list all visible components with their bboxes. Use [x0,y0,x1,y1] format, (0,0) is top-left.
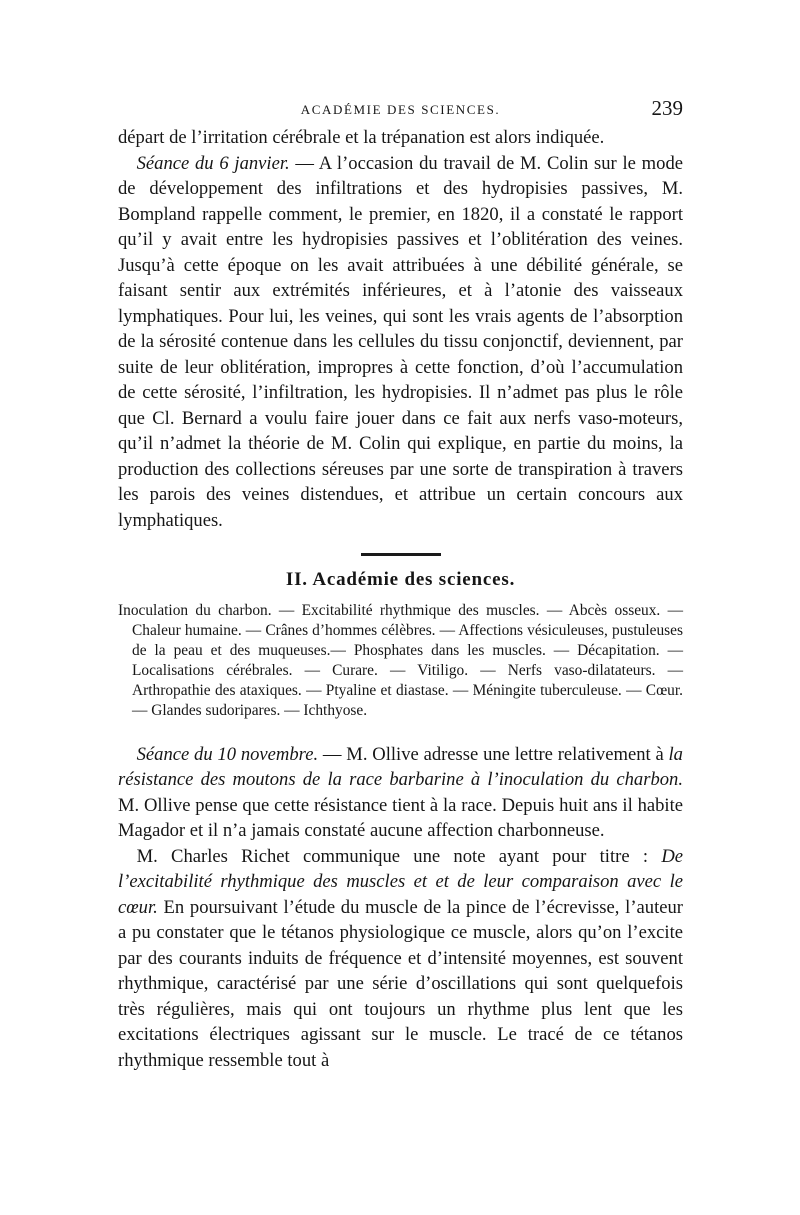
section-divider [118,533,683,567]
communication-title: De l’excitabilité rhythmique des muscles et et de leur comparaison avec le cœur. [118,845,683,918]
session-date-label: Séance du 6 janvier. [136,152,290,174]
paragraph-body: — M. Ollive adresse une lettre relativement à [318,743,669,765]
running-head [118,96,683,122]
paragraph-body: — A l’occasion du travail de M. Colin sur le mode de développement des infiltrations et des hydropisies passives, M. Bompland rappelle comment, le premier, en 1820, il a constaté le rapport qu’il y avait entre les hydropisies passives et l’oblitération des veines. Jusqu’à cette époque on les avait attribuées à une débilité générale, se faisant sentir aux extrémités inférieures, et à l’atonie des vaisseaux lymphatiques. Pour lui, les veines, qui sont les vrais agents de l’absorption de la sérosité contenue dans les cellules du tissu conjonctif, deviennent, par suite de leur oblitération, impropres à cette fonction, d’où l’accumulation de cette sérosité, l’infiltration, les hydropisies. Il n’admet pas plus le rôle que Cl. Bernard a voulu faire jouer dans ce fait aux nerfs vaso-moteurs, qu’il n’admet la théorie de M. Colin qui explique, en partie du moins, la production des collections séreuses par une sorte de transpiration à travers les parois des veines distendues, et attribue un certain concours aux lymphatiques. [118,152,683,531]
paragraph-richet [118,844,683,1074]
communication-title: la résistance des moutons de la race barbarine à l’inoculation du charbon. [118,743,683,791]
horizontal-rule [361,553,441,556]
running-title: ACADÉMIE DES SCIENCES. [300,102,501,117]
session-date-label: Séance du 10 novembre. [136,743,319,765]
paragraph-seance-6-janvier [118,151,683,534]
paragraph-body: M. Ollive pense que cette résistance tient à la race. Depuis huit ans il habite Magador et il n’a jamais constaté aucune affection charbonneuse. [118,794,683,842]
paragraph-continuation: départ de l’irritation cérébrale et la trépanation est alors indiquée. [118,127,605,148]
page-number: 239 [651,96,683,120]
paragraph-seance-10-novembre [118,742,683,844]
paragraph-body: En poursuivant l’étude du muscle de la pince de l’écrevisse, l’auteur a pu constater que le tétanos physiologique ce muscle, alors qu’on l’excite par des courants induits de fréquence et d’intensité moyennes, est souvent rhythmique, caractérisé par une série d’oscillations qui sont quelquefois très régulières, mais qui ont toujours un rhythme plus lent que les excitations électriques agissant sur le muscle. Le tracé de ce tétanos rhythmique ressemble tout à [118,896,683,1071]
paragraph-lead: M. Charles Richet communique une note ayant pour titre : [136,845,662,867]
section-title: II. Académie des sciences. [285,569,516,590]
section-summary: Inoculation du charbon. — Excitabilité rhythmique des muscles. — Abcès osseux. — Chaleur humaine. — Crânes d’hommes célèbres. — Affections vésiculeuses, pustuleuses de la peau et des muqueuses.— Phosphates dans les muscles. — Décapitation. — Localisations cérébrales. — Curare. — Vitiligo. — Nerfs vaso-dilatateurs. — Arthropathie des ataxiques. — Ptyaline et diastase. — Méningite tuberculeuse. — Cœur. — Glandes sudoripares. — Ichthyose. [118,602,683,720]
body-text [118,125,683,1073]
